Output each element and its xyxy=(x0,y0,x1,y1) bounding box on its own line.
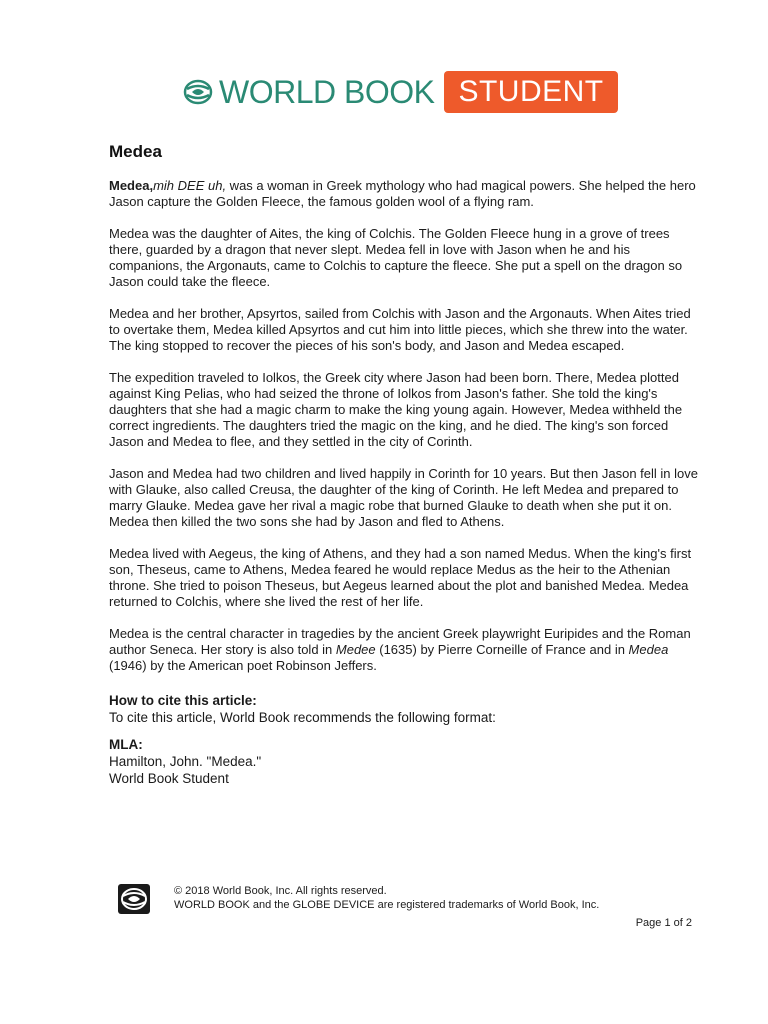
article xyxy=(109,142,699,787)
page-number: Page 1 of 2 xyxy=(635,917,692,929)
body-paragraph: Jason and Medea had two children and lived happily in Corinth for 10 years. But then Jason fell in love with Glauke, also called Creusa, the daughter of the king of Corinth. He left Medea and prepared to marry Glauke. Medea gave her rival a magic robe that burned Glauke to death when she put it on. Medea then killed the two sons she had by Jason and fled to Athens. xyxy=(109,466,698,529)
body-paragraph: Medea lived with Aegeus, the king of Athens, and they had a son named Medus. When the king's first son, Theseus, came to Athens, Medea feared he would replace Medus as the heir to the Athenian throne. She tried to poison Theseus, but Aegeus learned about the plot and banished Medea. Medea returned to Colchis, where she lived the rest of her life. xyxy=(109,546,692,609)
final-text-1: Medea is the central character in tragedies by the ancient Greek playwright Euripides and the Roman author Seneca. Her story is also told in xyxy=(109,626,691,657)
copyright-line: © 2018 World Book, Inc. All rights reserved. xyxy=(174,885,387,897)
mla-heading: MLA: xyxy=(109,737,143,752)
body-paragraph: The expedition traveled to Iolkos, the Greek city where Jason had been born. There, Medea plotted against King Pelias, who had seized the throne of Iolkos from Jason's father. She told the king's daughters that she had a magic charm to make the king young again. However, Medea withheld the correct ingredients. The daughters tried the magic on the king, and he died. The king's son forced Jason and Medea to flee, and they settled in the city of Corinth. xyxy=(109,370,683,449)
body-paragraph-final xyxy=(109,626,699,674)
body-paragraph: Medea was the daughter of Aites, the king of Colchis. The Golden Fleece hung in a grove of trees there, guarded by a dragon that never slept. Medea fell in love with Jason when he and his companions, the Argonauts, came to Colchis to capture the fleece. She put a spell on the dragon so Jason could take the fleece. xyxy=(109,226,683,289)
lead-text: was a woman in Greek mythology who had magical powers. She helped the hero Jason capture the Golden Fleece, the famous golden wool of a flying ram. xyxy=(109,178,696,209)
cite-heading: How to cite this article: xyxy=(109,693,257,708)
final-text-2: (1635) by Pierre Corneille of France and in xyxy=(375,642,629,657)
body-paragraph: Medea and her brother, Apsyrtos, sailed from Colchis with Jason and the Argonauts. When Aites tried to overtake them, Medea killed Apsyrtos and cut him into little pieces, which she threw into the water. The king stopped to recover the pieces of his son's body, and Jason and Medea escaped. xyxy=(109,306,691,353)
final-text-3: (1946) by the American poet Robinson Jeffers. xyxy=(109,658,377,673)
cite-intro: To cite this article, World Book recommends the following format: xyxy=(109,710,496,725)
mla-citation-line: World Book Student xyxy=(109,771,229,786)
brand-name: WORLD BOOK xyxy=(219,74,435,110)
trademark-line: WORLD BOOK and the GLOBE DEVICE are registered trademarks of World Book, Inc. xyxy=(174,899,600,911)
pronunciation: mih DEE uh, xyxy=(153,178,227,193)
article-title: Medea xyxy=(109,142,162,161)
globe-device-icon xyxy=(118,884,150,914)
work-title-medea: Medea xyxy=(628,642,669,657)
mla-citation-line: Hamilton, John. "Medea." xyxy=(109,754,262,769)
work-title-medee: Medee xyxy=(335,642,376,657)
footer-legal xyxy=(174,884,599,912)
world-book-student-logo xyxy=(183,71,618,113)
lead-paragraph xyxy=(109,178,699,210)
globe-icon xyxy=(183,77,213,107)
lead-name: Medea, xyxy=(109,178,154,193)
student-badge: STUDENT xyxy=(444,71,617,113)
